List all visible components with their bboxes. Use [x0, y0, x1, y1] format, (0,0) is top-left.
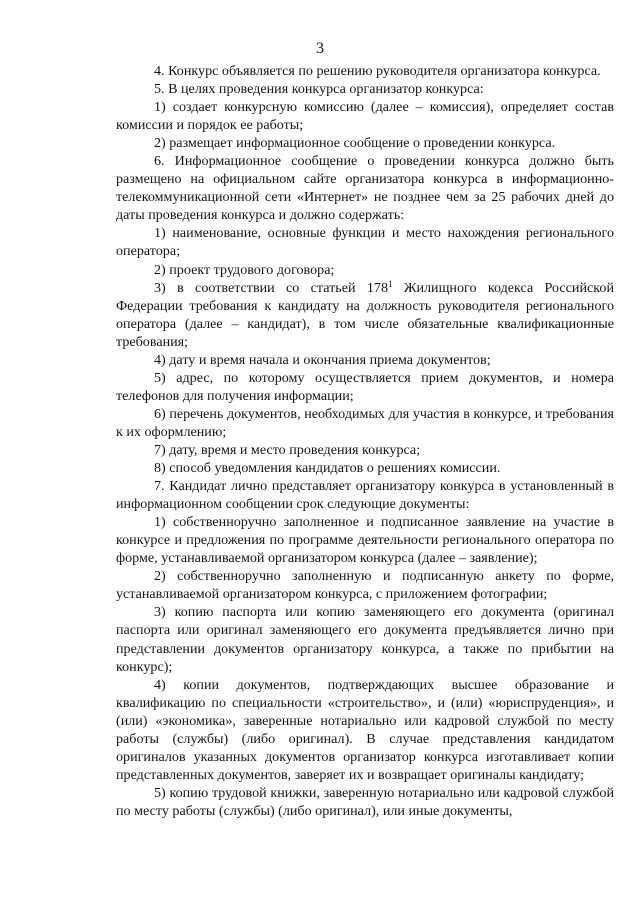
clause-6-item-1: 1) наименование, основные функции и место нахождения регионального оператора; — [116, 225, 614, 260]
clause-7-item-3: 3) копию паспорта или копию заменяющего его документа (оригинал паспорта или оригинал заменяющего его документа предъявляется лично при представлении документов организатору конкурса, а также по прибытии на конкурс); — [116, 604, 614, 675]
clause-6-item-8: 8) способ уведомления кандидатов о решениях комиссии. — [154, 460, 501, 477]
clause-5-item-1: 1) создает конкурсную комиссию (далее – комиссия), определяет состав комиссии и порядок ее работы; — [116, 99, 614, 134]
clause-6-item-3-text-before: 3) в соответствии со статьей 178 — [154, 279, 388, 296]
clause-6-item-3 — [116, 279, 614, 351]
clause-6-item-3-text-after: Жилищного кодекса Российской Федерации требования к кандидату на должность руководителя регионального оператора (далее – кандидат), в том числе обязательные квалификационные требования; — [116, 279, 614, 350]
clause-7-item-5: 5) копию трудовой книжки, заверенную нотариально или кадровой службой по месту работы (службы) (либо оригинал), или иные документы, — [116, 784, 614, 819]
page-number: 3 — [316, 40, 324, 57]
clause-7-item-2: 2) собственноручно заполненную и подписанную анкету по форме, устанавливаемой организатором конкурса, с приложением фотографии; — [116, 568, 614, 603]
clause-7: 7. Кандидат лично представляет организатору конкурса в установленный в информационном сообщении срок следующие документы: — [116, 478, 614, 513]
clause-7-item-1: 1) собственноручно заполненное и подписанное заявление на участие в конкурсе и предложения по программе деятельности регионального оператора по форме, устанавливаемой организатором конкурса (далее – заявление); — [116, 514, 614, 567]
clause-5: 5. В целях проведения конкурса организатор конкурса: — [154, 81, 484, 98]
clause-6-item-6: 6) перечень документов, необходимых для участия в конкурсе, и требования к их оформлению; — [116, 405, 614, 440]
clause-4: 4. Конкурс объявляется по решению руководителя организатора конкурса. — [154, 63, 601, 79]
clause-6: 6. Информационное сообщение о проведении конкурса должно быть размещено на официальном сайте организатора конкурса в информационно-телекоммуникационной сети «Интернет» не позднее чем за 25 рабочих дней до даты проведения конкурса и должно содержать: — [116, 153, 614, 224]
clause-6-item-4: 4) дату и время начала и окончания приема документов; — [154, 351, 491, 368]
clause-6-item-7: 7) дату, время и место проведения конкурса; — [154, 441, 421, 458]
clause-7-item-4: 4) копии документов, подтверждающих высшее образование и квалификацию по специальности «строительство», и (или) «юриспруденция», и (или) «экономика», заверенные нотариально или кадровой службой по месту работы (службы) (либо оригинал). В случае представления кандидатом оригиналов указанных документов организатор конкурса изготавливает копии представленных документов, заверяет их и возвращает оригиналы кандидату; — [116, 676, 614, 783]
document-body — [116, 62, 614, 820]
clause-6-item-5: 5) адрес, по которому осуществляется прием документов, и номера телефонов для получения информации; — [116, 369, 614, 404]
clause-6-item-2: 2) проект трудового договора; — [154, 261, 335, 278]
article-superscript: 1 — [388, 278, 393, 289]
clause-5-item-2: 2) размещает информационное сообщение о проведении конкурса. — [154, 135, 556, 152]
